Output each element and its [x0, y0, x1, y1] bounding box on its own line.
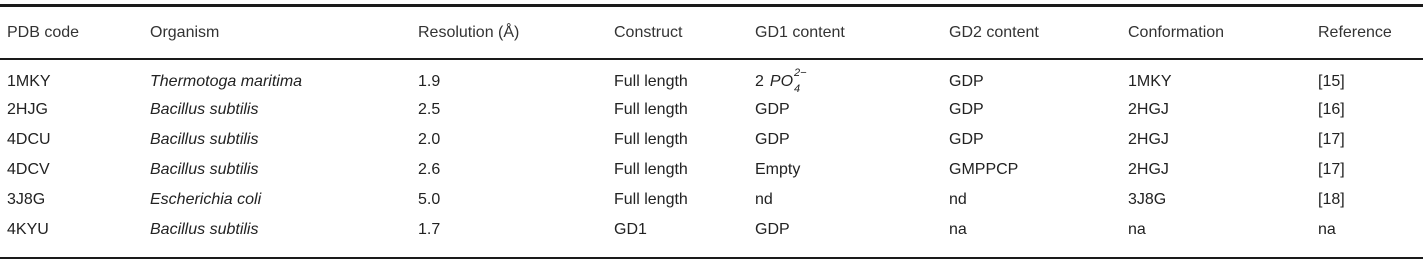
- table-row: [0, 155, 1423, 185]
- gd2-content-cell: GDP: [949, 72, 984, 90]
- formula-subscript: 4: [794, 82, 801, 95]
- construct-cell: Full length: [614, 161, 688, 178]
- resolution-cell: 1.9: [418, 72, 441, 90]
- formula-charge: 2−: [794, 66, 807, 79]
- table-row: [0, 185, 1423, 215]
- gd1-content-cell: nd: [755, 191, 773, 208]
- gd1-content-cell: [755, 59, 949, 95]
- pdb-code-cell: 1MKY: [7, 72, 51, 90]
- table-row: [0, 215, 1423, 245]
- gd1-content-cell: GDP: [755, 221, 790, 238]
- reference-cell: [16]: [1318, 101, 1345, 118]
- organism-cell: Thermotoga maritima: [150, 72, 303, 90]
- header-gd2-content: GD2 content: [949, 23, 1039, 41]
- reference-cell: [17]: [1318, 161, 1345, 178]
- header-row: [0, 0, 1423, 59]
- header-construct: Construct: [614, 23, 683, 41]
- conformation-cell: 1MKY: [1128, 72, 1172, 90]
- construct-cell: Full length: [614, 72, 688, 90]
- reference-cell: na: [1318, 221, 1336, 238]
- conformation-cell: 2HGJ: [1128, 161, 1169, 178]
- formula-coefficient: 2: [755, 72, 764, 90]
- construct-cell: Full length: [614, 131, 688, 148]
- conformation-cell: na: [1128, 221, 1146, 238]
- organism-cell: Bacillus subtilis: [150, 101, 259, 118]
- gd2-content-cell: nd: [949, 191, 967, 208]
- resolution-cell: 2.6: [418, 161, 441, 178]
- organism-cell: Escherichia coli: [150, 191, 262, 208]
- phosphate-formula: [755, 66, 807, 95]
- formula-scripts: [794, 66, 807, 95]
- table-body: [0, 59, 1423, 245]
- pdb-code-cell: 3J8G: [7, 191, 46, 208]
- conformation-cell: 2HGJ: [1128, 101, 1169, 118]
- bottom-rule: [0, 257, 1423, 259]
- construct-cell: GD1: [614, 221, 647, 238]
- resolution-cell: 2.0: [418, 131, 441, 148]
- gd2-content-cell: na: [949, 221, 967, 238]
- construct-cell: Full length: [614, 101, 688, 118]
- construct-cell: Full length: [614, 191, 688, 208]
- header-gd1-content: GD1 content: [755, 23, 845, 41]
- pdb-code-cell: 2HJG: [7, 101, 48, 118]
- formula-ion-symbol: PO: [769, 72, 794, 90]
- pdb-code-cell: 4DCV: [7, 161, 50, 178]
- table-row: [0, 125, 1423, 155]
- reference-cell: [15]: [1318, 72, 1345, 90]
- pdb-code-cell: 4DCU: [7, 131, 51, 148]
- conformation-cell: 3J8G: [1128, 191, 1167, 208]
- formula-ion: [769, 66, 807, 95]
- resolution-cell: 1.7: [418, 221, 441, 238]
- header-reference: Reference: [1318, 23, 1392, 41]
- resolution-cell: 5.0: [418, 191, 441, 208]
- header-organism: Organism: [150, 23, 220, 41]
- pdb-code-cell: 4KYU: [7, 221, 49, 238]
- organism-cell: Bacillus subtilis: [150, 221, 259, 238]
- gd1-content-cell: GDP: [755, 101, 790, 118]
- header-resolution: Resolution (Å): [418, 23, 520, 41]
- gd2-content-cell: GMPPCP: [949, 161, 1019, 178]
- reference-cell: [18]: [1318, 191, 1345, 208]
- gd2-content-cell: GDP: [949, 101, 984, 118]
- header-conformation: Conformation: [1128, 23, 1225, 41]
- table-row: [0, 59, 1423, 95]
- table-row: [0, 95, 1423, 125]
- header-pdb-code: PDB code: [7, 23, 80, 41]
- conformation-cell: 2HGJ: [1128, 131, 1169, 148]
- reference-cell: [17]: [1318, 131, 1345, 148]
- organism-cell: Bacillus subtilis: [150, 161, 259, 178]
- gd1-content-cell: Empty: [755, 161, 801, 178]
- organism-cell: Bacillus subtilis: [150, 131, 259, 148]
- gd1-content-cell: GDP: [755, 131, 790, 148]
- resolution-cell: 2.5: [418, 101, 441, 118]
- table-header: [0, 0, 1423, 59]
- gd2-content-cell: GDP: [949, 131, 984, 148]
